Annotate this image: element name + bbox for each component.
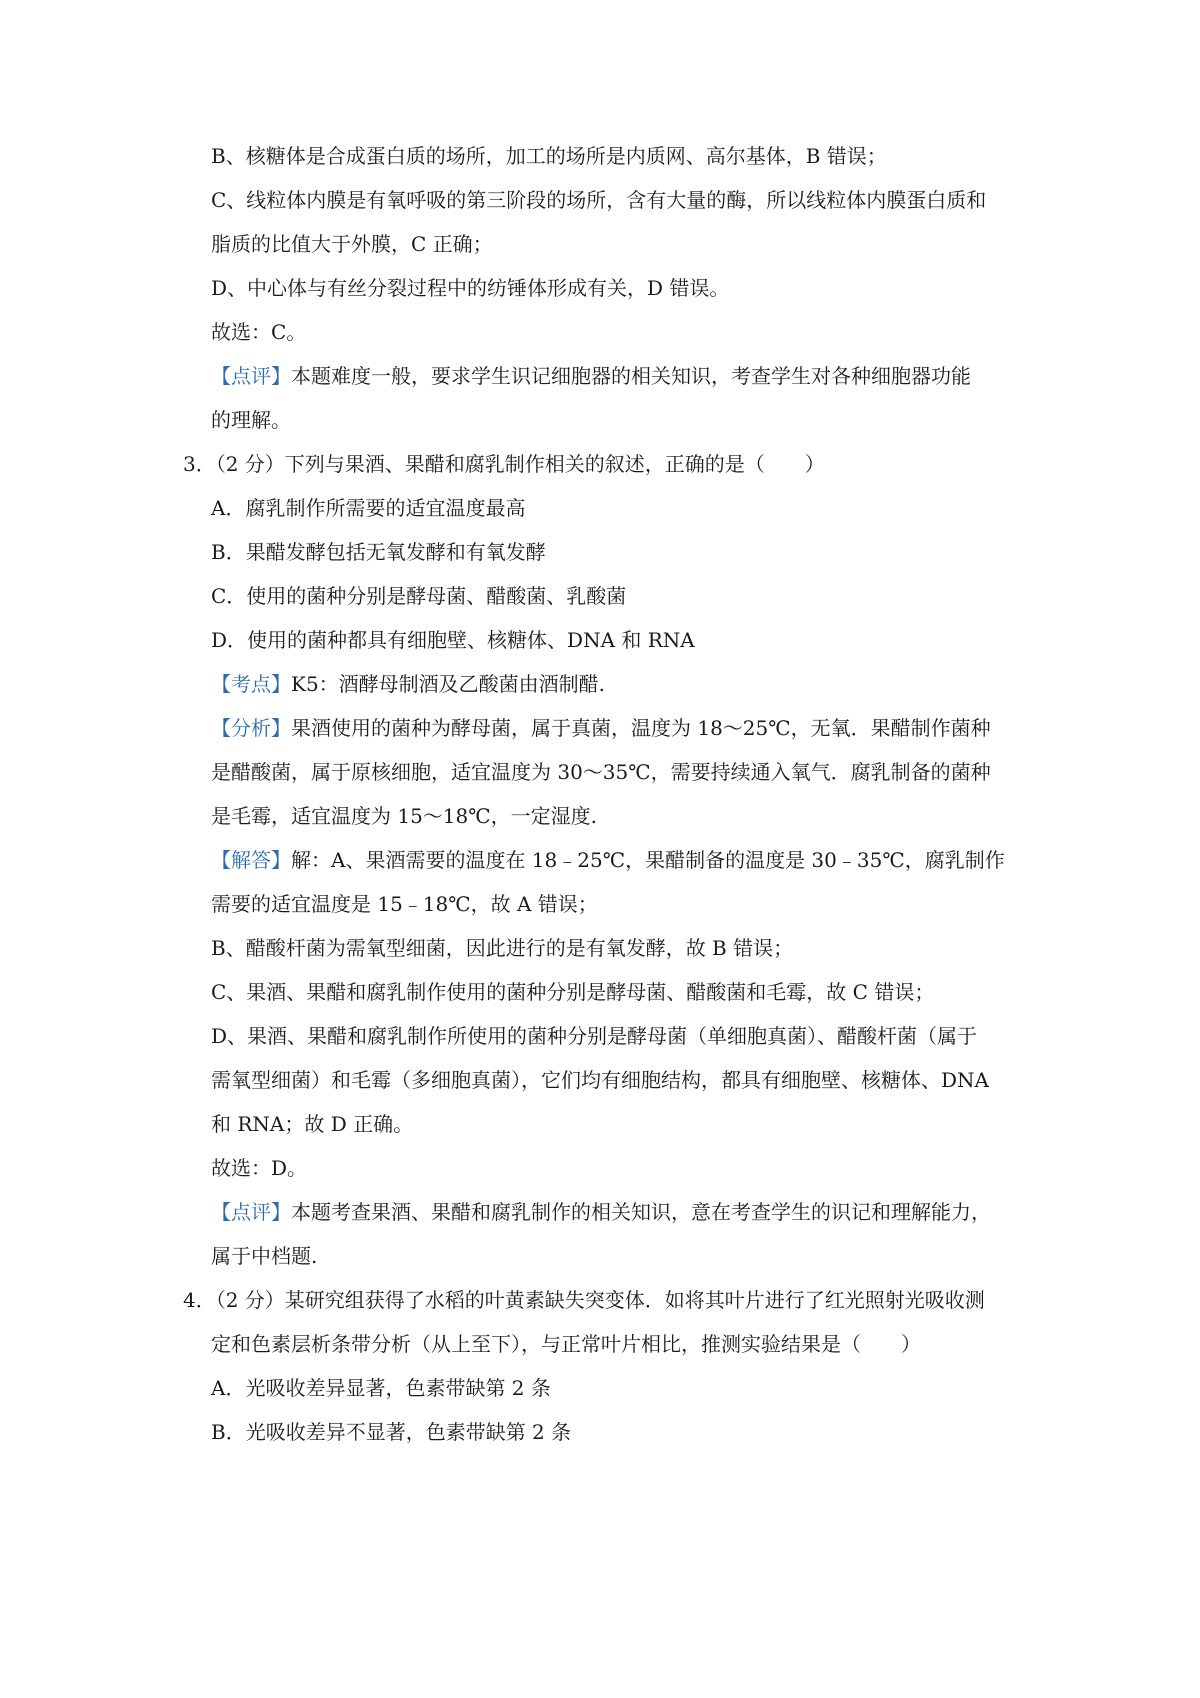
text-line: D、中心体与有丝分裂过程中的纺锤体形成有关，D 错误。 [211,276,730,300]
option-c: C．使用的菌种分别是酵母菌、醋酸菌、乳酸菌 [211,584,627,608]
question-3-stem: 3．（2 分）下列与果酒、果醋和腐乳制作相关的叙述，正确的是（ ） [183,452,825,476]
question-4-stem: 4．（2 分）某研究组获得了水稻的叶黄素缺失突变体．如将其叶片进行了红光照射光吸收测 [183,1288,985,1312]
comment-line: 【点评】本题考查果酒、果醋和腐乳制作的相关知识，意在考查学生的识记和理解能力， [211,1200,991,1224]
analysis-line: 【分析】果酒使用的菌种为酵母菌，属于真菌，温度为 18～25℃，无氧．果醋制作菌种 [211,716,991,740]
text-line: 属于中档题. [211,1244,318,1268]
text-line: B、核糖体是合成蛋白质的场所，加工的场所是内质网、高尔基体，B 错误； [211,144,887,168]
text-line: 脂质的比值大于外膜，C 正确； [211,232,493,256]
option-d: D．使用的菌种都具有细胞壁、核糖体、DNA 和 RNA [211,628,695,652]
comment-tag: 【点评】 [211,1200,291,1224]
option-a: A．光吸收差异显著，色素带缺第 2 条 [211,1376,551,1400]
text-line: 故选：D。 [211,1156,308,1180]
text-line: 是醋酸菌，属于原核细胞，适宜温度为 30～35℃，需要持续通入氧气．腐乳制备的菌种 [211,760,991,784]
text-line: 需氧型细菌）和毛霉（多细胞真菌），它们均有细胞结构，都具有细胞壁、核糖体、DNA [211,1068,989,1092]
text-line: 定和色素层析条带分析（从上至下），与正常叶片相比，推测实验结果是（ ） [211,1332,921,1356]
text-line: B、醋酸杆菌为需氧型细菌，因此进行的是有氧发酵，故 B 错误； [211,936,794,960]
text-line: C、线粒体内膜是有氧呼吸的第三阶段的场所，含有大量的酶，所以线粒体内膜蛋白质和 [211,188,987,212]
comment-line: 【点评】本题难度一般，要求学生识记细胞器的相关知识，考查学生对各种细胞器功能 [211,364,971,388]
option-a: A．腐乳制作所需要的适宜温度最高 [211,496,526,520]
comment-tag: 【点评】 [211,364,291,388]
option-b: B．果醋发酵包括无氧发酵和有氧发酵 [211,540,546,564]
answer-tag: 【解答】 [211,848,291,872]
option-b: B．光吸收差异不显著，色素带缺第 2 条 [211,1420,572,1444]
kaodian-line: 【考点】K5：酒酵母制酒及乙酸菌由酒制醋. [211,672,606,696]
answer-line: 【解答】解：A、果酒需要的温度在 18﹣25℃，果醋制备的温度是 30﹣35℃，腐乳制作 [211,848,1005,872]
kaodian-tag: 【考点】 [211,672,291,696]
text-line: 需要的适宜温度是 15﹣18℃，故 A 错误； [211,892,598,916]
text-line: 是毛霉，适宜温度为 15～18℃，一定湿度. [211,804,597,828]
text-line: 和 RNA；故 D 正确。 [211,1112,414,1136]
text-line: 故选：C。 [211,320,307,344]
text-line: C、果酒、果醋和腐乳制作使用的菌种分别是酵母菌、醋酸菌和毛霉，故 C 错误； [211,980,935,1004]
analysis-tag: 【分析】 [211,716,291,740]
text-line: D、果酒、果醋和腐乳制作所使用的菌种分别是酵母菌（单细胞真菌）、醋酸杆菌（属于 [211,1024,978,1048]
text-line: 的理解。 [211,408,291,432]
